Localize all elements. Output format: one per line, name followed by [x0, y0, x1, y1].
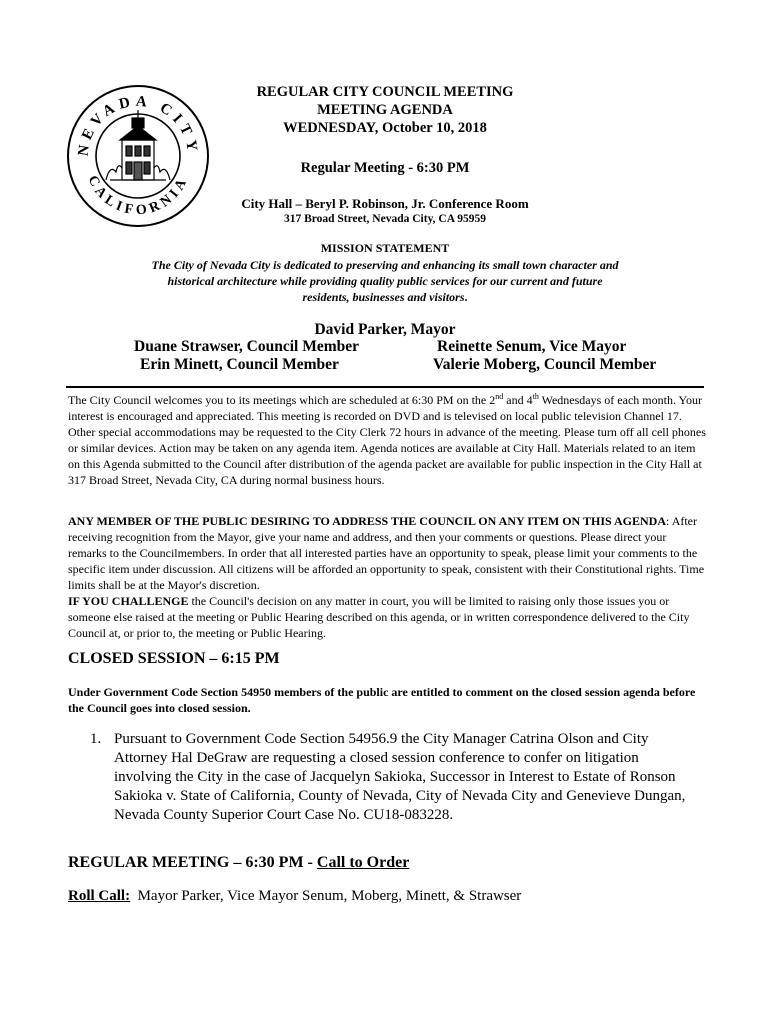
agenda-title: MEETING AGENDA — [317, 102, 453, 118]
mission-statement: The City of Nevada City is dedicated to preserving and enhancing its small town character and historical architecture while providing quality public services for our current and future residents, businesses and visitors. — [151, 258, 619, 304]
meeting-title: REGULAR CITY COUNCIL MEETING — [256, 84, 514, 100]
roll-call-members: Mayor Parker, Vice Mayor Senum, Moberg, Minett, & Strawser — [130, 888, 522, 904]
roll-call-label: Roll Call: — [68, 888, 131, 904]
vice-mayor-name: Reinette Senum, Vice Mayor — [437, 338, 627, 355]
meeting-date: WEDNESDAY, October 10, 2018 — [283, 120, 487, 136]
item-text: Pursuant to Government Code Section 54956.9 the City Manager Catrina Olson and City Attorney Hal DeGraw are requesting a closed session conference to confer on litigation involving the City in the case of Jacquelyn Sakioka, Successor in Interest to Estate of Ronson Sakioka v. State of California, County of Nevada, City of Nevada City and Genevieve Dungan, Nevada County Superior Court Case No. CU18-083228. — [114, 731, 686, 823]
council-member-minett: Erin Minett, Council Member — [140, 356, 339, 373]
mission-heading: MISSION STATEMENT — [320, 241, 450, 255]
svg-text:CALIFORNIA: CALIFORNIA — [84, 173, 192, 219]
regular-meeting-time: Regular Meeting - 6:30 PM — [300, 160, 470, 176]
council-member-strawser: Duane Strawser, Council Member — [134, 338, 360, 355]
welcome-paragraph: The City Council welcomes you to its meetings which are scheduled at 6:30 PM on the 2nd and 4th Wednesdays of each month. Your interest is encouraged and appreciated. This meeting is recorded on DVD and is televised on local public television Channel 17. Other special accommodations may be requested to the City Clerk 72 hours in advance of the meeting. Please turn off all cell phones or similar devices. Action may be taken on any agenda item. Agenda notices are available at City Hall. Materials related to an item on this Agenda submitted to the Council after distribution of the agenda packet are available for public inspection in the City Hall at 317 Broad Street, Nevada City, CA during normal business hours. — [68, 392, 706, 487]
regular-meeting-heading: REGULAR MEETING – 6:30 PM - Call to Order — [68, 854, 410, 871]
meeting-address: 317 Broad Street, Nevada City, CA 95959 — [283, 213, 487, 225]
call-to-order-link: Call to Order — [316, 854, 410, 871]
public-comment-paragraph: ANY MEMBER OF THE PUBLIC DESIRING TO ADDRESS THE COUNCIL ON ANY ITEM ON THIS AGENDA: After receiving recognition from the Mayor, give your name and address, and then your comments or questions. Please direct your remarks to the Councilmembers. In order that all interested parties have an opportunity to speak, please limit your comments to the specific item under discussion. All citizens will be afforded an opportunity to speak, consistent with their Constitutional rights. Time limits shall be at the Mayor's discretion. IF YOU CHALLENGE the Council's decision on any matter in court, you will be limited to raising only those issues you or someone else raised at the meeting or Public Hearing described on this agenda, or in written correspondence delivered to the City Council at, or prior to, the meeting or Public Hearing. — [68, 514, 705, 640]
meeting-location: City Hall – Beryl P. Robinson, Jr. Conference Room — [241, 196, 529, 211]
svg-text:NEVADA CITY: NEVADA CITY — [75, 93, 201, 158]
council-member-moberg: Valerie Moberg, Council Member — [433, 356, 657, 373]
mayor-name: David Parker, Mayor — [314, 321, 456, 338]
closed-session-heading: CLOSED SESSION – 6:15 PM — [68, 650, 280, 667]
closed-session-item — [90, 730, 700, 825]
roll-call — [68, 888, 521, 905]
header-divider — [66, 386, 704, 388]
item-number: 1. — [90, 731, 102, 747]
closed-session-note: Under Government Code Section 54950 members of the public are entitled to comment on the closed session agenda before the Council goes into closed session. — [68, 685, 696, 715]
